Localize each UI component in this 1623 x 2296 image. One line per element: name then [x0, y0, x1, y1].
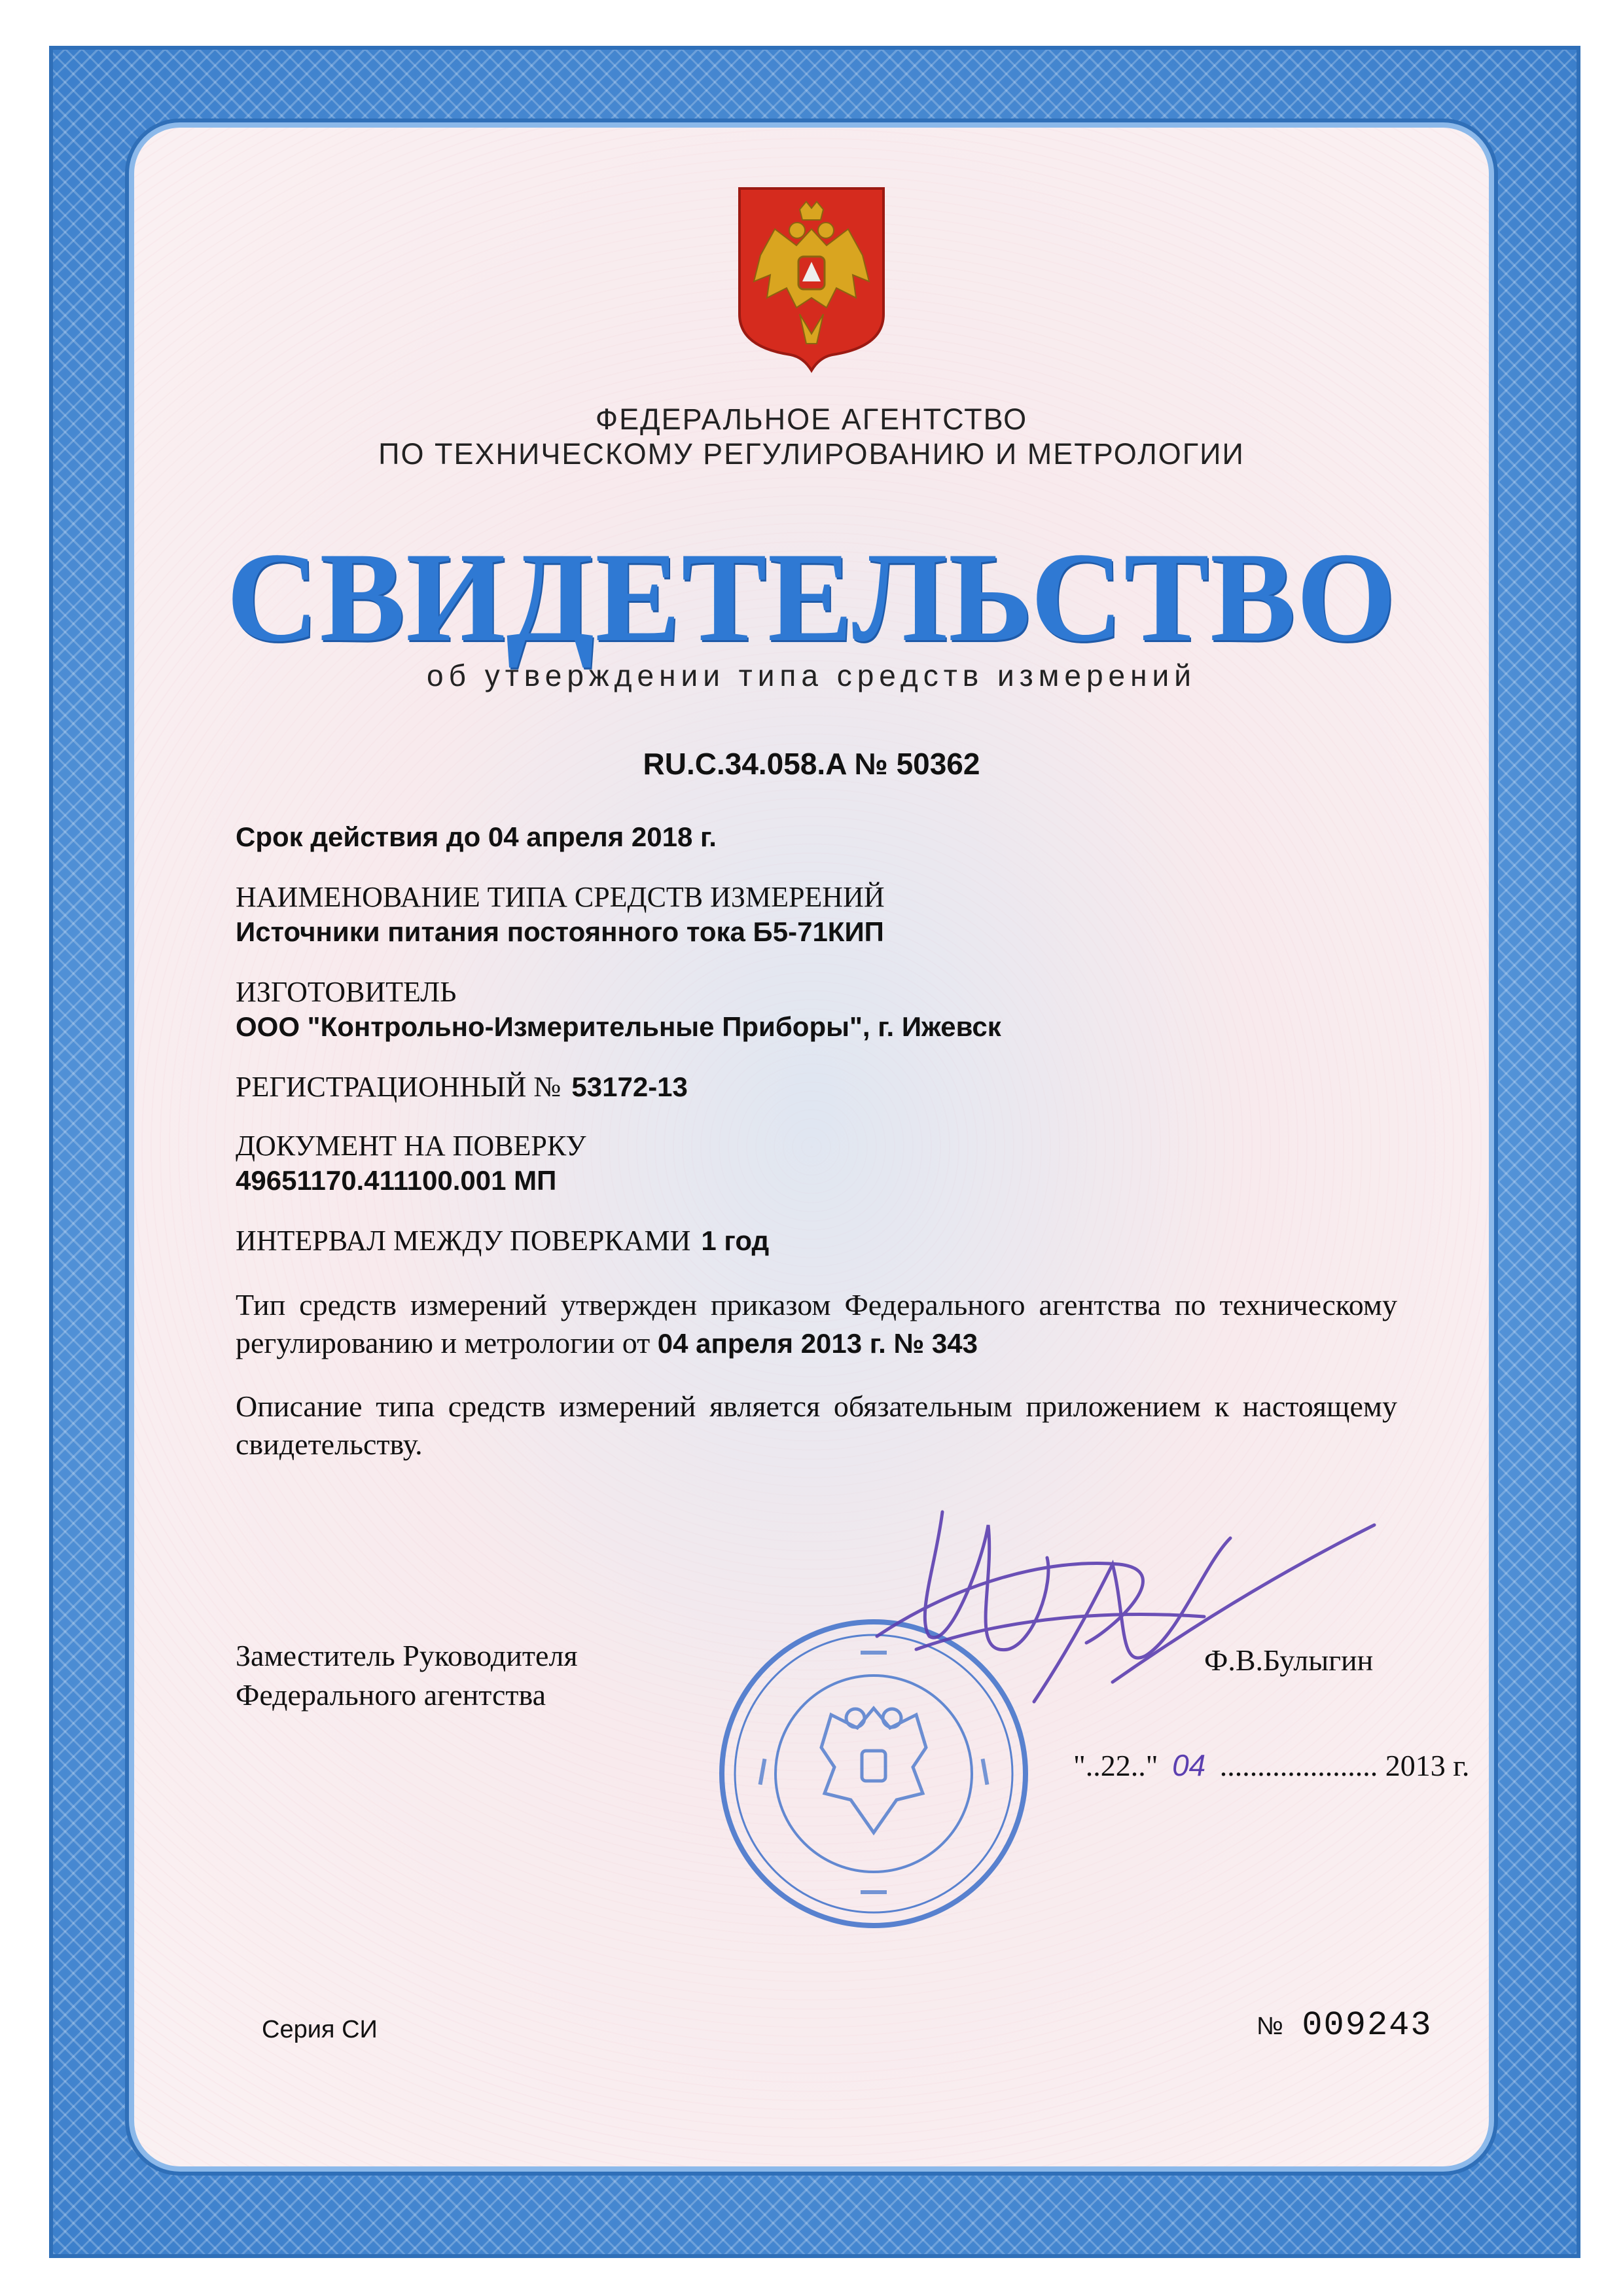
interval-label: ИНТЕРВАЛ МЕЖДУ ПОВЕРКАМИ — [236, 1225, 691, 1257]
interval-row — [236, 1224, 769, 1257]
type-name-value: Источники питания постоянного тока Б5-71КИП — [236, 916, 884, 947]
type-name-label: НАИМЕНОВАНИЕ ТИПА СРЕДСТВ ИЗМЕРЕНИЙ — [236, 881, 885, 913]
serial-number — [1257, 2006, 1433, 2045]
document-title: СВИДЕТЕЛЬСТВО — [226, 526, 1397, 668]
interval-value: 1 год — [701, 1225, 770, 1256]
description-paragraph: Описание типа средств измерений является обязательным приложением к настоящему свидетельству. — [236, 1390, 1397, 1461]
signatory-position-line-2: Федерального агентства — [236, 1678, 546, 1712]
signatory-position-line-1: Заместитель Руководителя — [236, 1639, 578, 1672]
signature-date — [1073, 1748, 1469, 1783]
date-day: "..22.." — [1073, 1749, 1158, 1782]
document-subtitle: об утверждении типа средств измерений — [427, 658, 1196, 692]
registration-value: 53172-13 — [571, 1071, 688, 1102]
validity-date: Срок действия до 04 апреля 2018 г. — [236, 821, 717, 852]
registration-label: РЕГИСТРАЦИОННЫЙ № — [236, 1071, 562, 1103]
approval-order: 04 апреля 2013 г. № 343 — [657, 1328, 978, 1359]
registration-row — [236, 1070, 688, 1103]
verification-doc-value: 49651170.411100.001 МП — [236, 1165, 557, 1196]
manufacturer-value: ООО "Контрольно-Измерительные Приборы", г. Ижевск — [236, 1011, 1001, 1042]
certificate-series: Серия СИ — [262, 2016, 378, 2043]
verification-doc-label: ДОКУМЕНТ НА ПОВЕРКУ — [236, 1130, 586, 1162]
signatory-name: Ф.В.Булыгин — [1204, 1643, 1374, 1677]
approval-paragraph — [236, 1286, 1397, 1363]
signatory-position — [236, 1636, 578, 1715]
date-year: ..................... 2013 г. — [1219, 1749, 1470, 1782]
certificate-number: RU.C.34.058.A № 50362 — [643, 747, 980, 781]
agency-name-line-2: ПО ТЕХНИЧЕСКОМУ РЕГУЛИРОВАНИЮ И МЕТРОЛОГИИ — [378, 437, 1245, 471]
coat-of-arms-icon — [734, 183, 889, 373]
agency-name-line-1: ФЕДЕРАЛЬНОЕ АГЕНТСТВО — [595, 403, 1028, 436]
serial-prefix: № — [1257, 2013, 1283, 2040]
date-month: 04 — [1172, 1748, 1206, 1782]
serial-number-value: 009243 — [1302, 2006, 1433, 2045]
approval-text: Тип средств измерений утвержден приказом Федерального агентства по техническому регулированию и метрологии от — [236, 1288, 1397, 1359]
handwritten-signature-icon — [838, 1486, 1394, 1734]
manufacturer-label: ИЗГОТОВИТЕЛЬ — [236, 976, 457, 1008]
